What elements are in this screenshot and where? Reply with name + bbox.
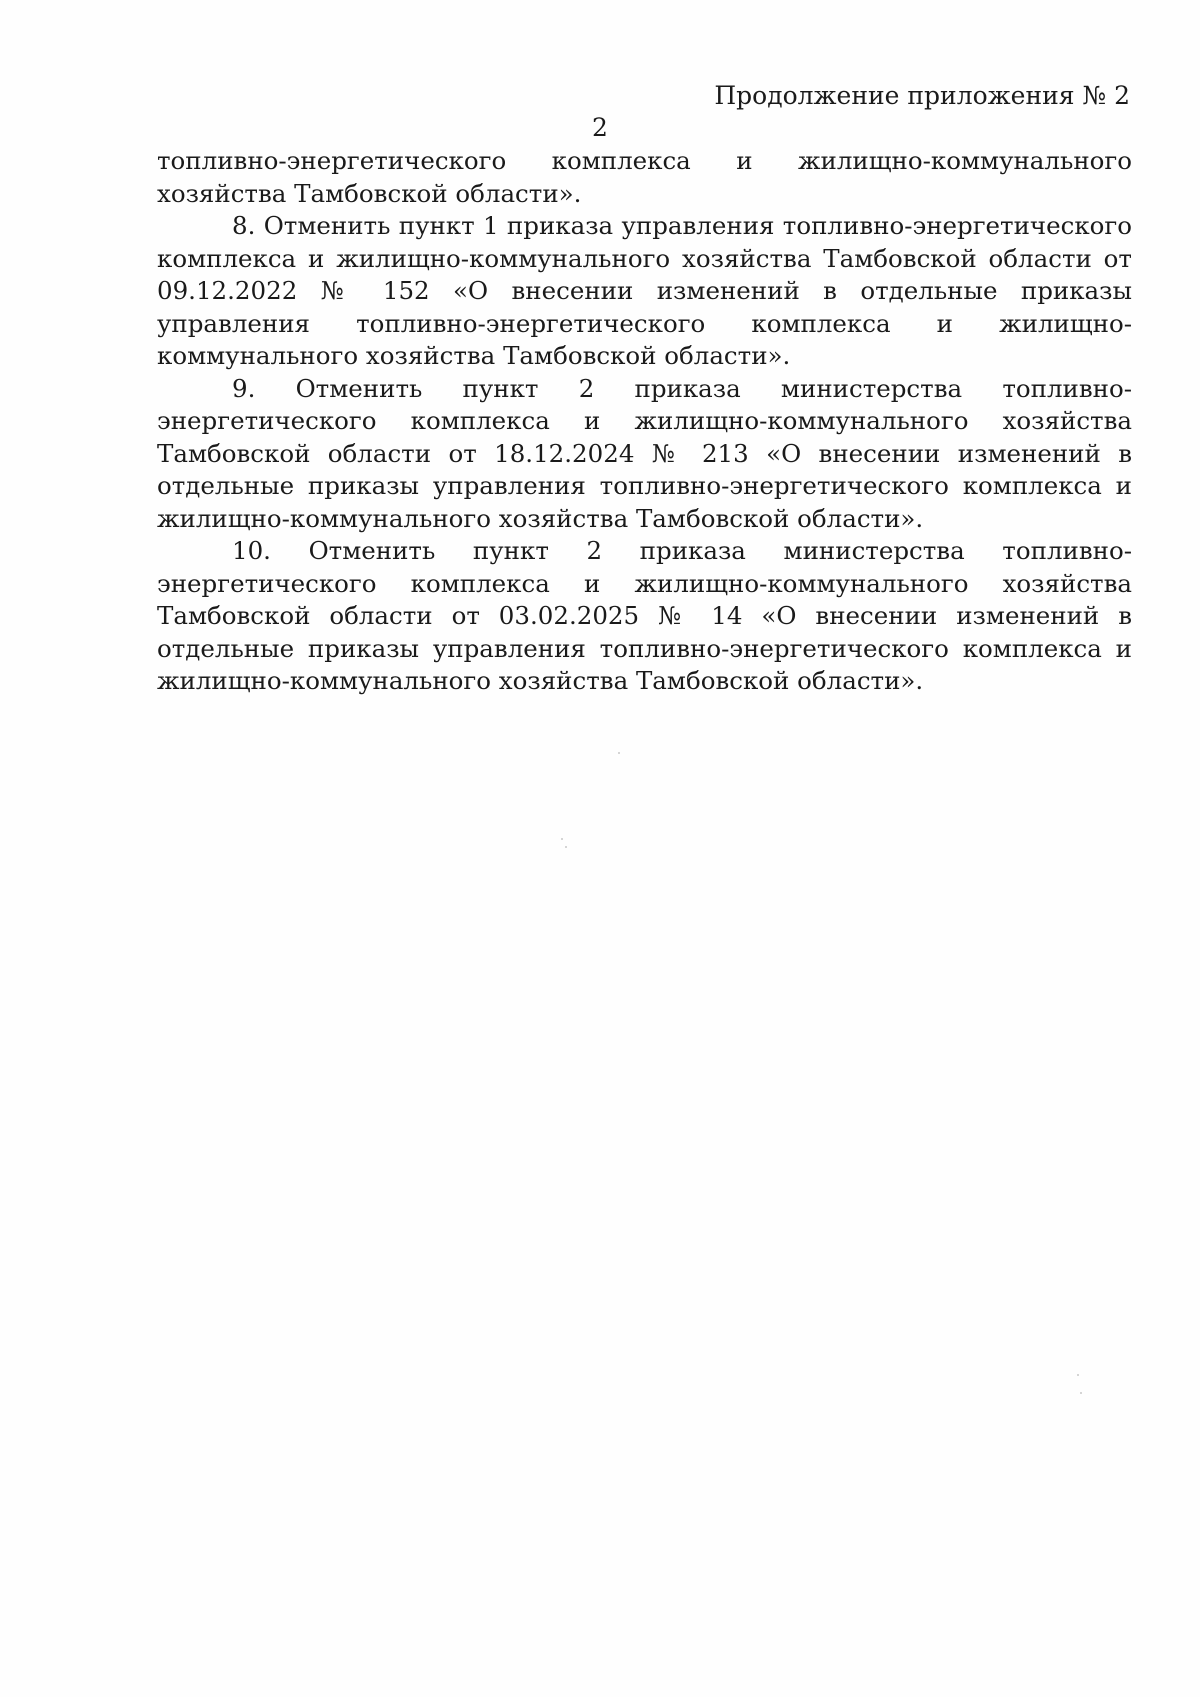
page-number: 2 — [592, 113, 608, 142]
scan-speck — [1080, 1392, 1082, 1394]
paragraph-item-8: 8. Отменить пункт 1 приказа управления топливно-энергетического комплекса и жилищно-коммунального хозяйства Тамбовской области от 09.12.2022 № 152 «О внесении изменений в отдельные приказы управления топливно-энергетического комплекса и жилищно-коммунального хозяйства Тамбовской области». — [157, 211, 1132, 370]
continuation-header: Продолжение приложения № 2 — [714, 81, 1130, 110]
scan-speck — [618, 752, 620, 754]
scan-speck — [565, 846, 567, 848]
document-body — [157, 145, 1132, 698]
scan-speck — [561, 838, 563, 840]
scan-speck — [1077, 1374, 1079, 1376]
paragraph-item-10: 10. Отменить пункт 2 приказа министерства топливно-энергетического комплекса и жилищно-коммунального хозяйства Тамбовской области от 03.02.2025 № 14 «О внесении изменений в отдельные приказы управления топливно-энергетического комплекса и жилищно-коммунального хозяйства Тамбовской области». — [157, 536, 1132, 695]
paragraph-item-9: 9. Отменить пункт 2 приказа министерства топливно-энергетического комплекса и жилищно-коммунального хозяйства Тамбовской области от 18.12.2024 № 213 «О внесении изменений в отдельные приказы управления топливно-энергетического комплекса и жилищно-коммунального хозяйства Тамбовской области». — [157, 373, 1132, 533]
paragraph-continuation: топливно-энергетического комплекса и жилищно-коммунального хозяйства Тамбовской области». — [157, 146, 1132, 208]
